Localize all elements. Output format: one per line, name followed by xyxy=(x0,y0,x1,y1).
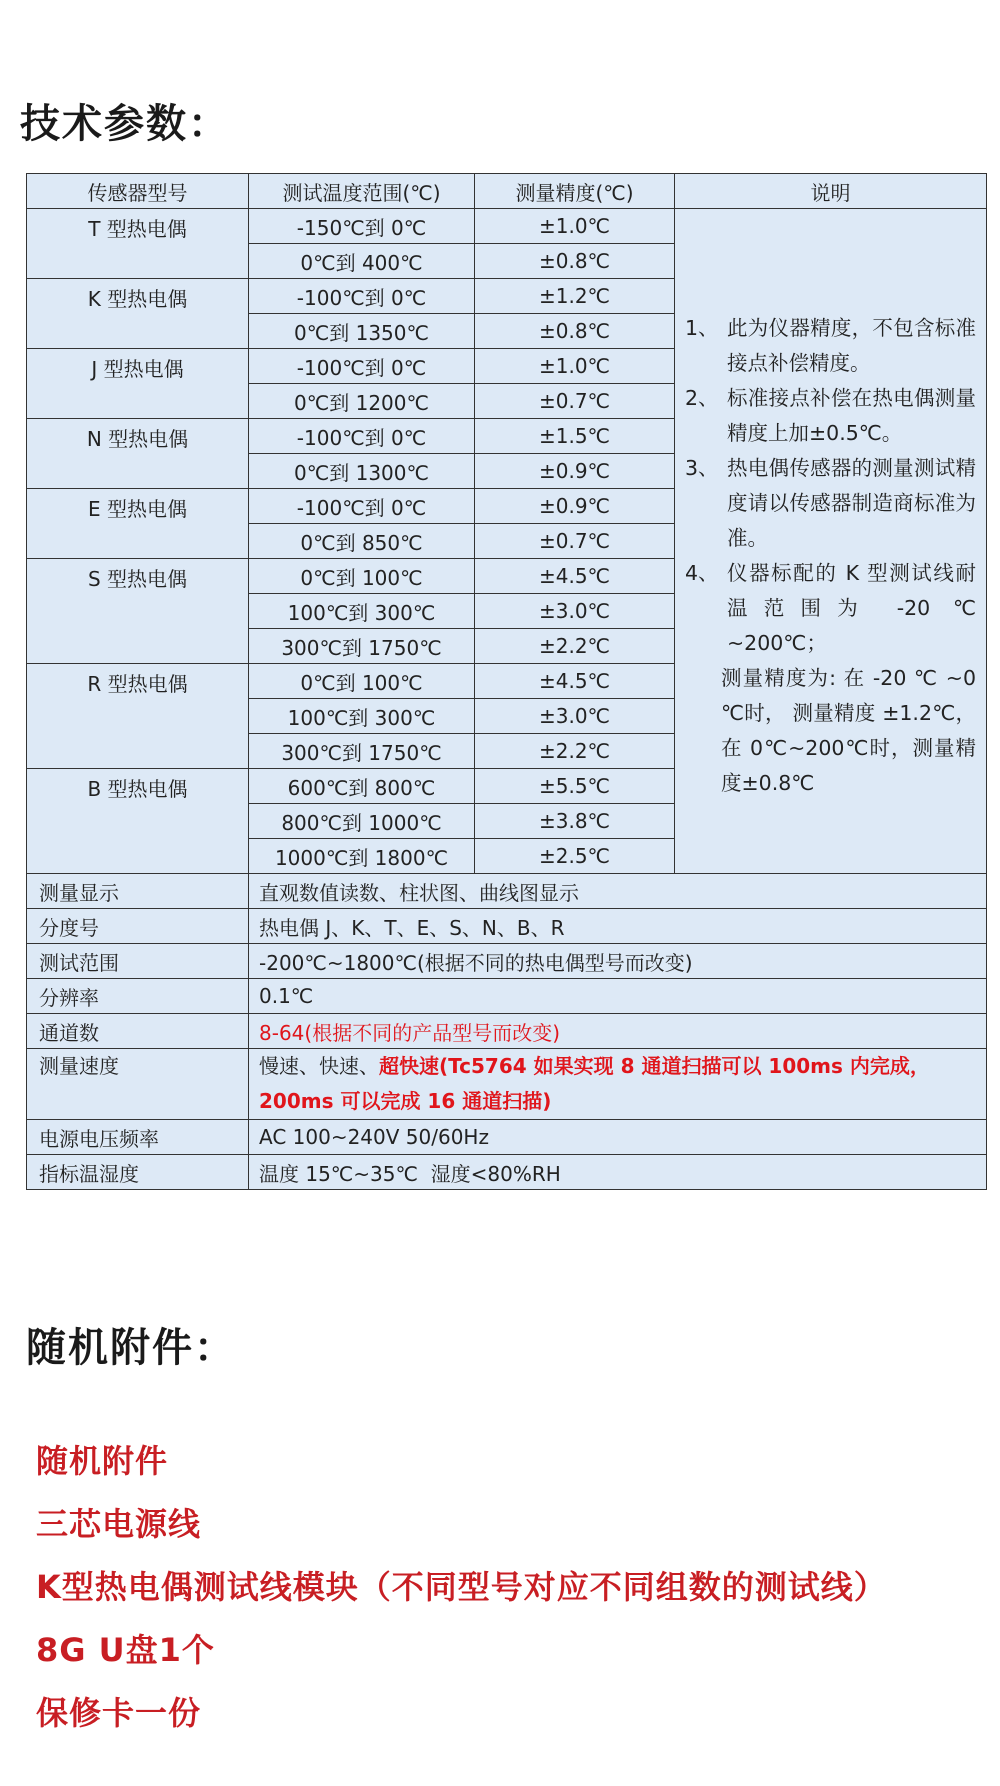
range-cell: -100℃到 0℃ xyxy=(249,279,475,314)
range-cell: -100℃到 0℃ xyxy=(249,349,475,384)
spec-label: 测量显示 xyxy=(27,874,249,909)
sensor-t: T 型热电偶 xyxy=(27,209,249,279)
accuracy-cell: ±3.8℃ xyxy=(475,804,675,839)
accuracy-cell: ±1.0℃ xyxy=(475,209,675,244)
spec-row-range xyxy=(27,944,987,979)
accuracy-cell: ±0.9℃ xyxy=(475,489,675,524)
list-item: 保修卡一份 xyxy=(36,1694,202,1732)
spec-label: 分度号 xyxy=(27,909,249,944)
header-temp-range: 测试温度范围(℃) xyxy=(249,174,475,209)
range-cell: -100℃到 0℃ xyxy=(249,489,475,524)
spec-label: 分辨率 xyxy=(27,979,249,1014)
range-cell: 0℃到 1350℃ xyxy=(249,314,475,349)
notes-cell xyxy=(675,209,987,874)
list-item: 三芯电源线 xyxy=(36,1505,202,1543)
accuracy-cell: ±2.2℃ xyxy=(475,734,675,769)
sensor-s: S 型热电偶 xyxy=(27,559,249,664)
range-cell: 600℃到 800℃ xyxy=(249,769,475,804)
range-cell: 0℃到 1200℃ xyxy=(249,384,475,419)
accuracy-cell: ±1.0℃ xyxy=(475,349,675,384)
accuracy-cell: ±1.2℃ xyxy=(475,279,675,314)
range-cell: 100℃到 300℃ xyxy=(249,699,475,734)
range-cell: 300℃到 1750℃ xyxy=(249,629,475,664)
range-cell: 0℃到 100℃ xyxy=(249,559,475,594)
spec-row-resolution xyxy=(27,979,987,1014)
note-2: 2、 标准接点补偿在热电偶测量精度上加±0.5℃。 xyxy=(685,386,976,445)
accuracy-cell: ±4.5℃ xyxy=(475,559,675,594)
spec-value: 8-64(根据不同的产品型号而改变) xyxy=(249,1014,987,1049)
table-row xyxy=(27,209,987,244)
accuracy-cell: ±0.8℃ xyxy=(475,244,675,279)
spec-label: 测量速度 xyxy=(27,1049,249,1120)
accuracy-cell: ±1.5℃ xyxy=(475,419,675,454)
range-cell: 100℃到 300℃ xyxy=(249,594,475,629)
spec-row-power xyxy=(27,1120,987,1155)
header-row xyxy=(27,174,987,209)
spec-row-environment xyxy=(27,1155,987,1190)
range-cell: 800℃到 1000℃ xyxy=(249,804,475,839)
range-cell: -150℃到 0℃ xyxy=(249,209,475,244)
sensor-b: B 型热电偶 xyxy=(27,769,249,874)
accessories-title: 随机附件： xyxy=(26,1325,236,1371)
accuracy-cell: ±0.9℃ xyxy=(475,454,675,489)
spec-row-channels xyxy=(27,1014,987,1049)
range-cell: 0℃到 850℃ xyxy=(249,524,475,559)
sensor-j: J 型热电偶 xyxy=(27,349,249,419)
spec-row-display xyxy=(27,874,987,909)
sensor-e: E 型热电偶 xyxy=(27,489,249,559)
spec-value: -200℃~1800℃(根据不同的热电偶型号而改变) xyxy=(249,944,987,979)
accessories-list xyxy=(36,1430,887,1745)
sensor-n: N 型热电偶 xyxy=(27,419,249,489)
spec-row-graduation xyxy=(27,909,987,944)
spec-value: 热电偶 J、K、T、E、S、N、B、R xyxy=(249,909,987,944)
accuracy-cell: ±3.0℃ xyxy=(475,699,675,734)
list-item: 8G U盘1个 xyxy=(36,1631,215,1669)
range-cell: 300℃到 1750℃ xyxy=(249,734,475,769)
note-3: 3、 热电偶传感器的测量测试精度请以传感器制造商标准为准。 xyxy=(685,456,976,550)
range-cell: 1000℃到 1800℃ xyxy=(249,839,475,874)
sensor-k: K 型热电偶 xyxy=(27,279,249,349)
spec-table xyxy=(26,173,987,1190)
header-accuracy: 测量精度(℃) xyxy=(475,174,675,209)
spec-value: 直观数值读数、柱状图、曲线图显示 xyxy=(249,874,987,909)
note-4-extra: 测量精度为: 在 -20 ℃ ~0 ℃时， 测量精度 ±1.2℃，在 0℃~200℃时，测量精度±0.8℃ xyxy=(721,666,976,795)
spec-label: 通道数 xyxy=(27,1014,249,1049)
accuracy-cell: ±0.7℃ xyxy=(475,524,675,559)
range-cell: 0℃到 400℃ xyxy=(249,244,475,279)
list-item: 随机附件 xyxy=(36,1442,169,1480)
accuracy-cell: ±4.5℃ xyxy=(475,664,675,699)
spec-label: 电源电压频率 xyxy=(27,1120,249,1155)
spec-value: 0.1℃ xyxy=(249,979,987,1014)
accuracy-cell: ±5.5℃ xyxy=(475,769,675,804)
list-item: K型热电偶测试线模块（不同型号对应不同组数的测试线） xyxy=(36,1568,887,1606)
sensor-r: R 型热电偶 xyxy=(27,664,249,769)
accuracy-cell: ±3.0℃ xyxy=(475,594,675,629)
range-cell: 0℃到 100℃ xyxy=(249,664,475,699)
spec-label: 测试范围 xyxy=(27,944,249,979)
spec-value: AC 100~240V 50/60Hz xyxy=(249,1120,987,1155)
spec-row-speed xyxy=(27,1049,987,1120)
header-notes: 说明 xyxy=(675,174,987,209)
range-cell: -100℃到 0℃ xyxy=(249,419,475,454)
note-1: 1、 此为仪器精度，不包含标准接点补偿精度。 xyxy=(685,316,976,375)
spec-value: 温度 15℃~35℃ 湿度<80%RH xyxy=(249,1155,987,1190)
accuracy-cell: ±2.2℃ xyxy=(475,629,675,664)
tech-params-title: 技术参数： xyxy=(20,101,230,147)
speed-highlight: 超快速(Tc5764 如果实现 8 通道扫描可以 100ms 内完成，200ms 可以完成 16 通道扫描) xyxy=(259,1054,930,1113)
spec-value xyxy=(249,1049,987,1120)
note-4: 4、 仪器标配的 K 型测试线耐温范围为 -20 ℃ ~200℃； xyxy=(685,561,976,655)
accuracy-cell: ±2.5℃ xyxy=(475,839,675,874)
spec-label: 指标温湿度 xyxy=(27,1155,249,1190)
range-cell: 0℃到 1300℃ xyxy=(249,454,475,489)
accuracy-cell: ±0.8℃ xyxy=(475,314,675,349)
accuracy-cell: ±0.7℃ xyxy=(475,384,675,419)
header-sensor-model: 传感器型号 xyxy=(27,174,249,209)
speed-plain: 慢速、快速、 xyxy=(259,1054,379,1078)
